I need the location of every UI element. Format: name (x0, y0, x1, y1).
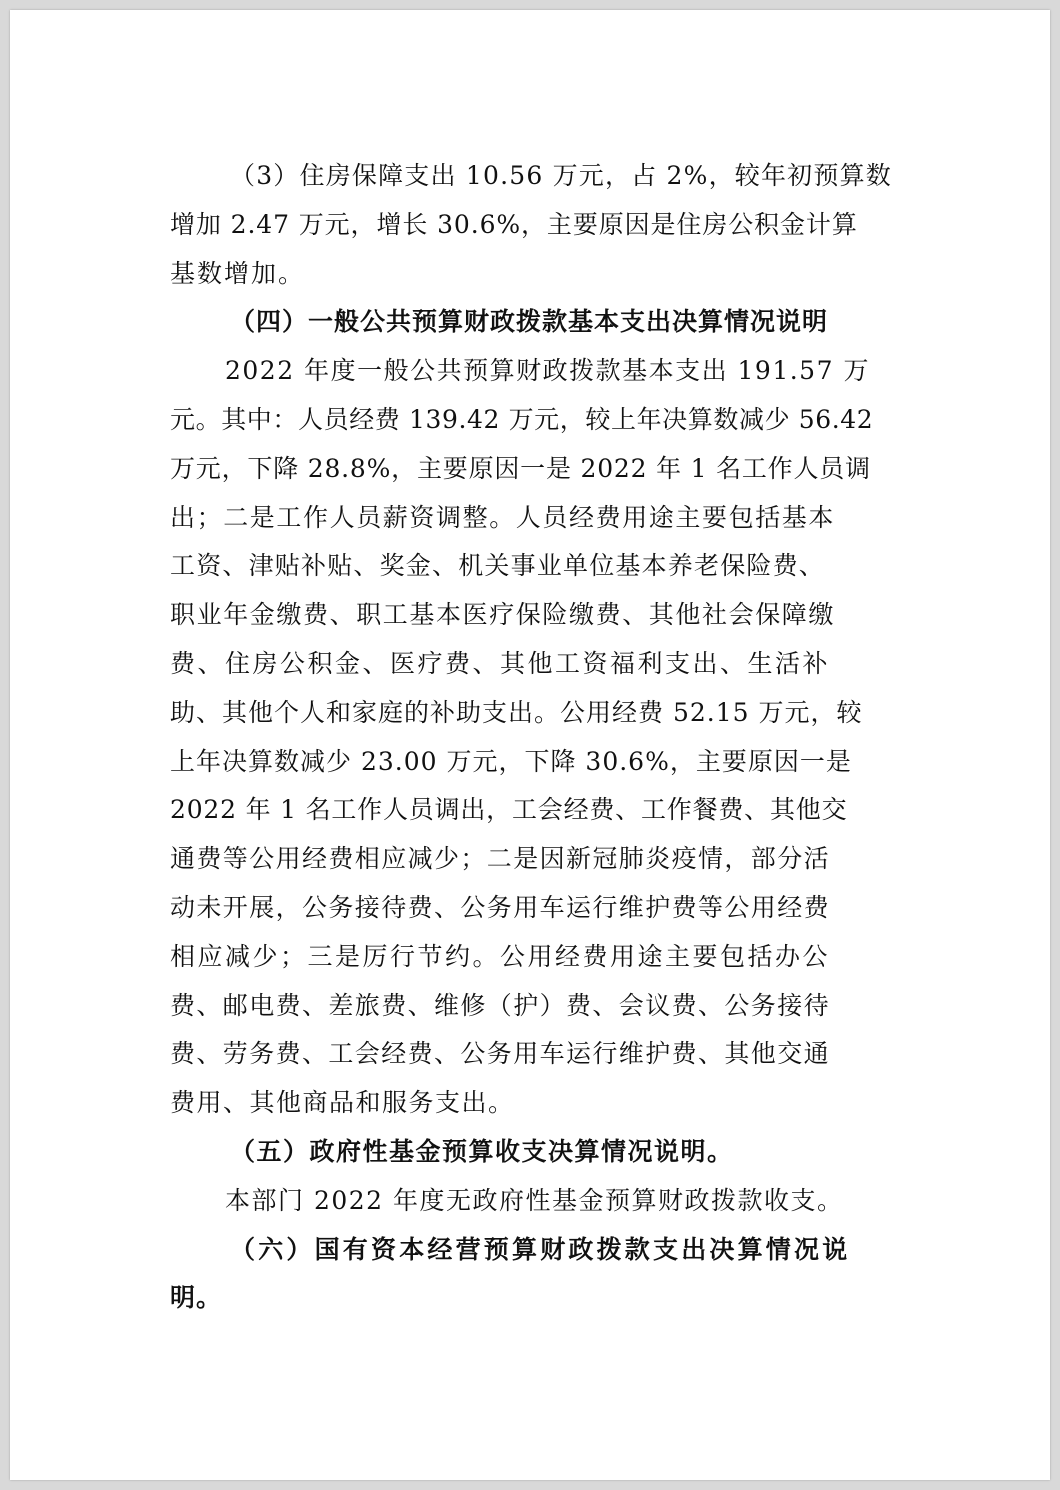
text-line: 相应减少；三是厉行节约。公用经费用途主要包括办公 (170, 941, 831, 971)
text-line: 本部门 2022 年度无政府性基金预算财政拨款收支。 (225, 1185, 844, 1215)
section-heading: 明。 (170, 1283, 223, 1313)
section-heading: （五）政府性基金预算收支决算情况说明。 (230, 1137, 734, 1166)
text-line: 费用、其他商品和服务支出。 (170, 1088, 515, 1118)
section-heading: （四）一般公共预算财政拨款基本支出决算情况说明 (230, 307, 829, 337)
text-line: 出；二是工作人员薪资调整。人员经费用途主要包括基本 (170, 502, 836, 532)
text-line: 助、其他个人和家庭的补助支出。公用经费 52.15 万元，较 (170, 697, 863, 727)
text-line: 费、住房公积金、医疗费、其他工资福利支出、生活补 (170, 649, 831, 678)
text-line: 2022 年度一般公共预算财政拨款基本支出 191.57 万 (225, 356, 870, 386)
text-line: 动未开展，公务接待费、公务用车运行维护费等公用经费 (170, 893, 831, 922)
text-line: 职业年金缴费、职工基本医疗保险缴费、其他社会保障缴 (170, 600, 836, 630)
text-line: 工资、津贴补贴、奖金、机关事业单位基本养老保险费、 (170, 551, 826, 581)
section-heading: （六）国有资本经营预算财政拨款支出决算情况说 (230, 1234, 851, 1264)
text-line: 费、邮电费、差旅费、维修（护）费、会议费、公务接待 (170, 990, 831, 1020)
text-line: 费、劳务费、工会经费、公务用车运行维护费、其他交通 (170, 1039, 831, 1069)
text-line: 基数增加。 (170, 258, 306, 288)
text-line: 上年决算数减少 23.00 万元，下降 30.6%，主要原因一是 (170, 746, 852, 776)
text-line: 增加 2.47 万元，增长 30.6%，主要原因是住房公积金计算 (170, 209, 858, 239)
text-line: 2022 年 1 名工作人员调出，工会经费、工作餐费、其他交 (170, 795, 848, 825)
text-line: 万元，下降 28.8%，主要原因一是 2022 年 1 名工作人员调 (170, 453, 871, 483)
text-line: （3）住房保障支出 10.56 万元，占 2%，较年初预算数 (230, 161, 892, 190)
document-page (10, 10, 1050, 1480)
text-line: 通费等公用经费相应减少；二是因新冠肺炎疫情，部分活 (170, 844, 831, 874)
text-line: 元。其中：人员经费 139.42 万元，较上年决算数减少 56.42 (170, 405, 874, 434)
